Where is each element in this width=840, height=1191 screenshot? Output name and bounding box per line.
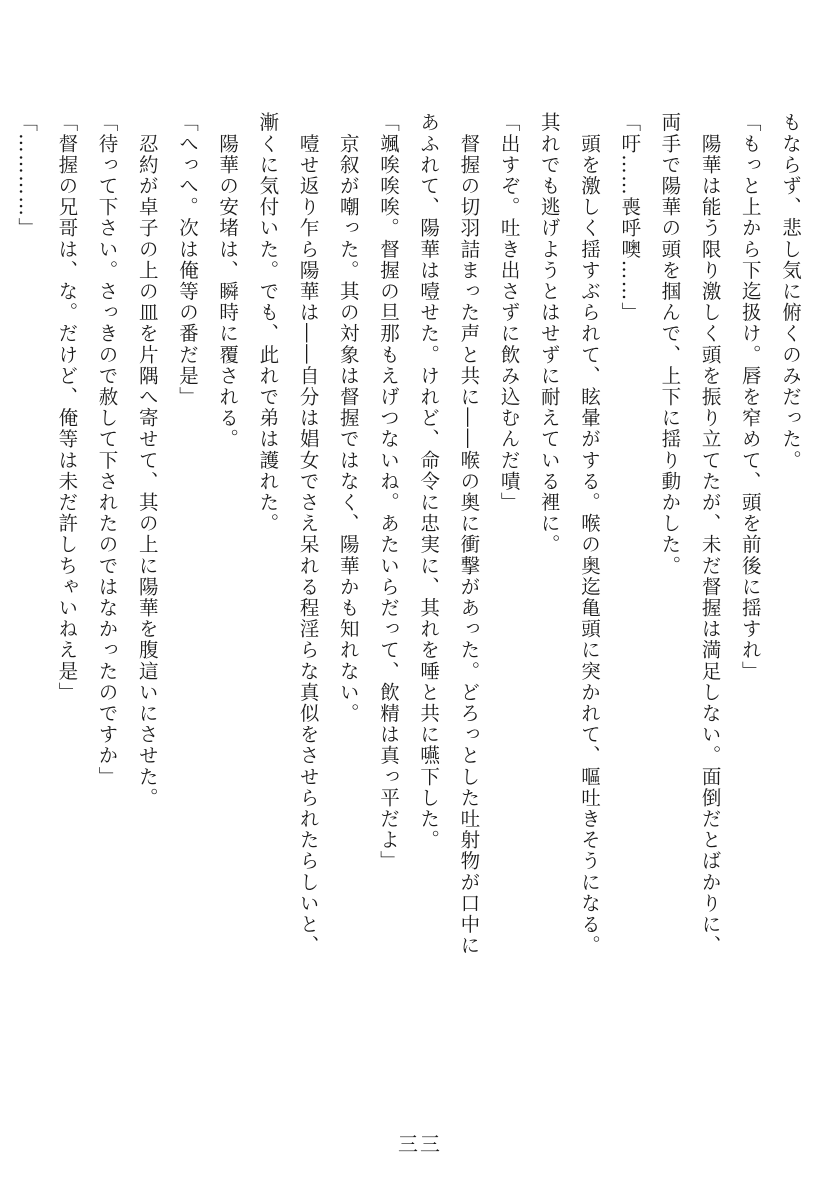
text-line-16: 「へっへ。次は俺等の番だ是」 (175, 112, 199, 408)
text-line-9: 督握の切羽詰まった声と共に――喉の奥に衝撃があった。どろっとした吐射物が口中に (457, 112, 481, 956)
text-line-6: 頭を激しく揺すぶられて、眩暈がする。喉の奥迄亀頭に突かれて、嘔吐きそうになる。 (577, 112, 601, 956)
text-line-4: 両手で陽華の頭を掴んで、上下に揺り動かした。 (658, 112, 682, 577)
text-line-2: 「もっと上から下迄扱け。唇を窄めて、頭を前後に揺すれ」 (738, 112, 762, 682)
vertical-text-body (15, 112, 810, 1012)
text-line-17: 忍約が卓子の上の皿を片隅へ寄せて、其の上に陽華を腹這いにさせた。 (135, 112, 159, 809)
text-line-20: 「…………」 (15, 112, 39, 239)
text-line-3: 陽華は能う限り激しく頭を振り立てたが、未だ督握は満足しない。面倒だとばかりに、 (698, 112, 722, 956)
text-line-19: 「督握の兄哥は、な。だけど、俺等は未だ許しちゃいねえ是」 (55, 112, 79, 703)
text-line-10: あふれて、陽華は噎せた。けれど、命令に忠実に、其れを唾と共に嚥下した。 (417, 112, 441, 851)
text-line-14: 漸くに気付いた。でも、此れで弟は護れた。 (256, 112, 280, 534)
text-line-11: 「颯唉唉唉。督握の旦那もえげつないね。あたいらだって、飲精は真っ平だよ」 (376, 112, 400, 872)
text-line-12: 京叙が嘲った。其の対象は督握ではなく、陽華かも知れない。 (336, 112, 360, 724)
text-line-18: 「待って下さい。さっきので赦して下されたのではなかったのですか」 (95, 112, 119, 788)
page-number: 三三 (398, 1132, 442, 1156)
text-line-1: もならず、悲し気に俯くのみだった。 (779, 112, 802, 471)
text-line-7: 其れでも逃げようとはせずに耐えている裡に。 (537, 112, 561, 556)
text-line-8: 「出すぞ。吐き出さずに飲み込むんだ嘖」 (497, 112, 521, 513)
text-line-13: 噎せ返り乍ら陽華は――自分は娼女でさえ呆れる程淫らな真似をさせられたらしいと、 (296, 112, 320, 956)
text-line-15: 陽華の安堵は、瞬時に覆される。 (216, 112, 240, 450)
text-line-5: 「吁……喪呼噢……」 (618, 112, 642, 323)
